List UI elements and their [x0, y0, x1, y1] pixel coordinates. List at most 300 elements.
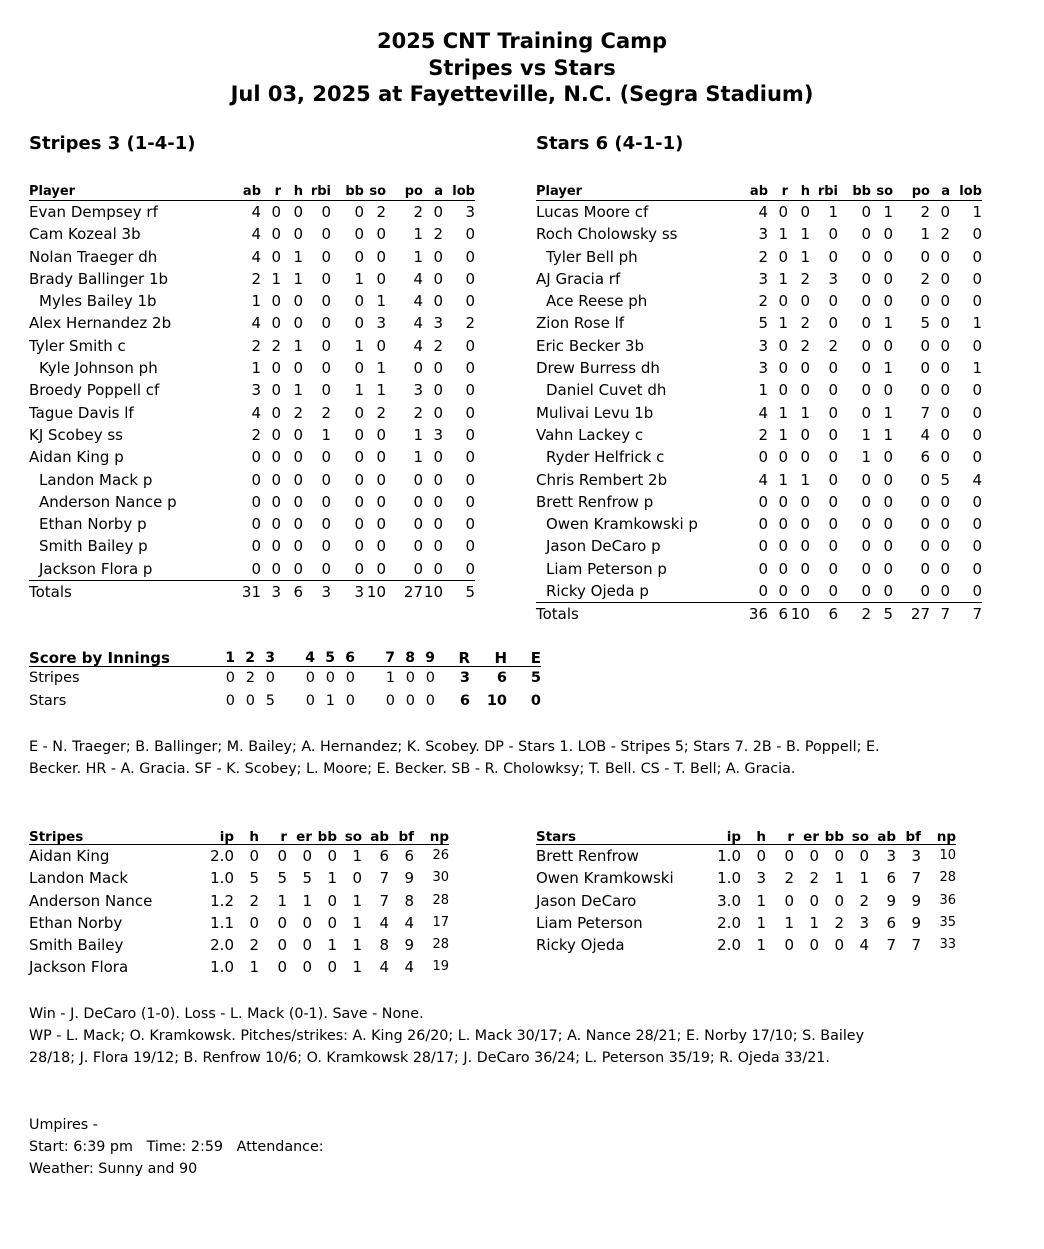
stat-bf: 8 [404, 891, 414, 910]
total-so: 5 [883, 605, 893, 624]
stat-ab: 0 [706, 580, 768, 603]
total-r: 3 [271, 583, 281, 602]
stat-np: 28 [432, 892, 449, 908]
stat-lob: 0 [465, 403, 475, 422]
total-a: 10 [423, 583, 443, 602]
stat-a: 5 [940, 470, 950, 489]
stat-r: 0 [271, 359, 281, 378]
stat-h: 1 [756, 913, 766, 932]
total-h: 6 [293, 583, 303, 602]
stat-h: 0 [800, 537, 810, 556]
stat-po: 1 [413, 225, 423, 244]
stat-np: 26 [432, 848, 449, 863]
column-header-bb: bb [838, 184, 871, 201]
stat-so: 0 [376, 225, 386, 244]
column-header-r: r [259, 830, 287, 845]
stat-so: 0 [376, 492, 386, 511]
inning-header-7: 7 [355, 650, 395, 667]
player-row [536, 201, 982, 224]
player-row [536, 335, 982, 357]
column-header-ip: ip [194, 830, 234, 845]
stat-h: 5 [249, 869, 259, 888]
inning-value: 0 [265, 670, 275, 686]
stat-er: 0 [809, 891, 819, 910]
stat-r: 0 [778, 515, 788, 534]
inning-value: 0 [245, 692, 255, 709]
player-name: AJ Gracia rf [536, 269, 621, 288]
stat-r: 1 [784, 913, 794, 932]
stat-bf: 7 [911, 869, 921, 888]
stat-lob: 0 [972, 515, 982, 534]
stat-h: 2 [800, 269, 810, 288]
stat-h: 1 [756, 891, 766, 910]
matchup-title: Stripes vs Stars [428, 55, 616, 80]
player-name: Ryder Helfrick c [546, 448, 665, 467]
stat-po: 0 [893, 580, 930, 603]
pitcher-name: Owen Kramkowski [536, 869, 674, 888]
inning-header-9: 9 [415, 650, 435, 667]
stat-r: 0 [768, 580, 788, 603]
stat-bb: 0 [861, 292, 871, 311]
stat-po: 2 [920, 269, 930, 288]
stat-rbi: 0 [321, 448, 331, 467]
stat-np: 35 [939, 914, 956, 930]
player-name: Broedy Poppell cf [29, 381, 160, 400]
player-name: Brady Ballinger 1b [29, 269, 169, 288]
stat-h: 0 [293, 448, 303, 467]
player-row [536, 223, 982, 245]
stat-h: 1 [756, 936, 766, 955]
stat-bf: 6 [404, 847, 414, 865]
stat-ab: 3 [758, 336, 768, 355]
stat-bb: 2 [834, 913, 844, 932]
stat-r: 0 [778, 381, 788, 400]
stat-ab: 4 [251, 314, 261, 333]
stat-a: 0 [433, 403, 443, 422]
stat-rbi: 3 [828, 269, 838, 288]
stat-h: 0 [249, 847, 259, 865]
stat-a: 0 [940, 425, 950, 444]
inning-value: 0 [225, 670, 235, 686]
stat-bb: 0 [354, 292, 364, 311]
stat-po: 6 [920, 448, 930, 467]
stat-so: 0 [376, 515, 386, 534]
stat-lob: 0 [972, 292, 982, 311]
player-row [29, 312, 475, 334]
inning-value: 6 [496, 670, 507, 686]
stat-r: 0 [784, 891, 794, 910]
stat-r: 0 [277, 847, 287, 865]
player-name: Smith Bailey p [39, 537, 148, 556]
stat-a: 2 [433, 225, 443, 244]
stat-so: 1 [352, 847, 362, 865]
stat-ip: 1.0 [717, 847, 741, 865]
stat-rbi: 0 [828, 403, 838, 422]
stat-bb: 0 [354, 203, 364, 221]
stat-lob: 0 [465, 225, 475, 244]
stat-po: 4 [920, 425, 930, 444]
stat-a: 0 [940, 292, 950, 311]
player-row [29, 446, 475, 468]
stat-so: 1 [352, 958, 362, 977]
player-row [29, 223, 475, 245]
stat-r: 0 [784, 936, 794, 955]
stat-h: 0 [293, 292, 303, 311]
away-pitching-table [29, 830, 449, 979]
stat-h: 0 [249, 913, 259, 932]
inning-header-8: 8 [395, 650, 415, 667]
stat-bb: 0 [354, 314, 364, 333]
column-header-er: er [287, 830, 312, 845]
stat-bb: 0 [838, 580, 871, 603]
inning-header-h: H [470, 650, 507, 667]
stat-po: 1 [920, 225, 930, 244]
stat-r: 1 [778, 269, 788, 288]
stat-h: 0 [293, 470, 303, 489]
stat-rbi: 0 [828, 448, 838, 467]
stat-bb: 0 [834, 936, 844, 955]
pitcher-name: Brett Renfrow [536, 847, 639, 865]
stat-ab: 9 [886, 891, 896, 910]
stat-ab: 5 [758, 314, 768, 333]
stat-so: 1 [376, 381, 386, 400]
player-row [29, 469, 475, 491]
stat-r: 0 [778, 559, 788, 578]
stat-lob: 0 [465, 470, 475, 489]
away-team-title: Stripes 3 (1-4-1) [29, 133, 196, 154]
stat-ab: 3 [886, 847, 896, 865]
total-po: 27 [910, 605, 930, 624]
stat-po: 0 [413, 470, 423, 489]
stat-ip: 1.0 [210, 958, 234, 977]
player-row [29, 535, 475, 557]
stat-ab: 7 [379, 891, 389, 910]
stat-rbi: 0 [321, 381, 331, 400]
column-header-so: so [871, 184, 893, 201]
stat-h: 2 [800, 336, 810, 355]
stat-bb: 0 [354, 470, 364, 489]
inning-header-1: 1 [209, 650, 235, 667]
stat-po: 3 [413, 381, 423, 400]
stat-ab: 3 [251, 381, 261, 400]
pitcher-name: Liam Peterson [536, 913, 643, 932]
stat-lob: 0 [465, 269, 475, 288]
stat-bb: 0 [861, 247, 871, 266]
stat-so: 1 [883, 403, 893, 422]
stat-r: 0 [784, 847, 794, 865]
stat-h: 1 [800, 403, 810, 422]
stat-so: 1 [376, 359, 386, 378]
stat-bb: 0 [861, 515, 871, 534]
stat-h: 0 [293, 203, 303, 221]
stat-a: 0 [940, 492, 950, 511]
stat-bb: 0 [354, 225, 364, 244]
stat-h: 0 [293, 515, 303, 534]
stat-rbi: 0 [828, 314, 838, 333]
stat-ab: 4 [758, 203, 768, 221]
player-name: Kyle Johnson ph [39, 359, 158, 378]
stat-rbi: 0 [321, 269, 331, 288]
stat-ab: 6 [379, 847, 389, 865]
stat-lob: 0 [972, 336, 982, 355]
stat-ab: 0 [758, 448, 768, 467]
player-row [29, 357, 475, 379]
stat-so: 1 [352, 891, 362, 910]
stat-lob: 0 [972, 269, 982, 288]
stat-ab: 4 [251, 247, 261, 266]
stat-h: 1 [293, 247, 303, 266]
stat-h: 1 [249, 958, 259, 977]
stat-a: 0 [433, 292, 443, 311]
stat-er: 0 [302, 936, 312, 955]
column-header-lob: lob [950, 184, 982, 201]
stat-r: 0 [778, 537, 788, 556]
stat-so: 1 [352, 936, 362, 955]
stat-a: 0 [433, 247, 443, 266]
player-name: Vahn Lackey c [536, 425, 644, 444]
stat-ab: 4 [251, 403, 261, 422]
stat-bb: 0 [834, 847, 844, 865]
pitching-team-header: Stars [536, 830, 701, 845]
inning-header-3: 3 [255, 650, 275, 667]
player-name: Cam Kozeal 3b [29, 225, 141, 244]
weather: Weather: Sunny and 90 [29, 1161, 198, 1177]
stat-a: 3 [433, 425, 443, 444]
total-rbi: 6 [828, 605, 838, 624]
player-name: Brett Renfrow p [536, 492, 654, 511]
stat-bf: 3 [911, 847, 921, 865]
stat-h: 1 [800, 247, 810, 266]
pitcher-row [29, 934, 449, 956]
column-header-np: np [921, 830, 956, 845]
stat-po: 4 [413, 292, 423, 311]
stat-ab: 2 [251, 336, 261, 355]
away-batting-table [29, 184, 475, 603]
stat-ip: 1.0 [717, 869, 741, 888]
innings-team: Stars [29, 692, 67, 709]
stat-so: 0 [883, 537, 893, 556]
column-header-ab: ab [869, 830, 896, 845]
stat-h: 1 [293, 336, 303, 355]
player-row [536, 290, 982, 312]
stat-a: 0 [940, 247, 950, 266]
totals-label: Totals [29, 583, 72, 602]
stat-ip: 1.2 [210, 891, 234, 910]
stat-er: 5 [302, 869, 312, 888]
stat-r: 0 [778, 247, 788, 266]
inning-value: 0 [345, 692, 355, 709]
stat-so: 1 [883, 359, 893, 378]
inning-value: 0 [345, 670, 355, 686]
stat-r: 0 [778, 448, 788, 467]
pitcher-name: Jackson Flora [29, 958, 129, 977]
stat-r: 0 [271, 225, 281, 244]
stat-bf: 9 [911, 891, 921, 910]
column-header-rbi: rbi [810, 184, 838, 201]
stat-lob: 1 [972, 314, 982, 333]
stat-h: 1 [293, 381, 303, 400]
stat-po: 4 [413, 314, 423, 333]
stat-lob: 0 [465, 425, 475, 444]
stat-a: 0 [940, 359, 950, 378]
stat-rbi: 0 [321, 314, 331, 333]
stat-ab: 6 [886, 913, 896, 932]
stat-lob: 0 [972, 448, 982, 467]
stat-h: 0 [800, 381, 810, 400]
stat-a: 0 [930, 580, 950, 603]
stat-a: 0 [940, 515, 950, 534]
stat-po: 2 [413, 403, 423, 422]
stat-r: 0 [277, 936, 287, 955]
stat-bb: 1 [327, 936, 337, 955]
stat-ab: 2 [758, 425, 768, 444]
date-venue: Jul 03, 2025 at Fayetteville, N.C. (Segra Stadium) [230, 82, 814, 106]
column-header-ab: ab [706, 184, 768, 201]
column-header-lob: lob [443, 184, 475, 201]
column-header-so: so [364, 184, 386, 201]
stat-lob: 0 [465, 381, 475, 400]
stat-so: 1 [883, 203, 893, 221]
stat-rbi: 0 [321, 515, 331, 534]
stat-ab: 4 [379, 958, 389, 977]
stat-po: 0 [920, 359, 930, 378]
stat-ab: 3 [758, 269, 768, 288]
inning-value: 0 [305, 692, 315, 709]
stat-lob: 1 [972, 359, 982, 378]
stat-h: 0 [800, 425, 810, 444]
stat-so: 0 [376, 269, 386, 288]
stat-lob: 0 [465, 537, 475, 556]
pitcher-row [536, 890, 956, 912]
total-so: 10 [366, 583, 386, 602]
stat-bb: 0 [331, 558, 364, 581]
column-header-bb: bb [331, 184, 364, 201]
stat-lob: 0 [972, 225, 982, 244]
column-header-so: so [844, 830, 869, 845]
stat-bf: 7 [911, 936, 921, 955]
player-name: Anderson Nance p [39, 492, 177, 511]
stat-ab: 0 [758, 515, 768, 534]
column-header-r: r [261, 184, 281, 201]
column-header-ip: ip [701, 830, 741, 845]
stat-po: 1 [413, 425, 423, 444]
player-name: Tyler Smith c [29, 336, 126, 355]
player-row [536, 558, 982, 580]
pitch-counts: WP - L. Mack; O. Kramkowsk. Pitches/strikes: A. King 26/20; L. Mack 30/17; A. Nance 28/21; E. Norby 17/10; S. Bailey 28/18; J. Flora 19/12; B. Renfrow 10/6; O. Kramkowsk 28/17; J. DeCaro 36/24; L. Peterson 35/19; R. Ojeda 33/21. [29, 1028, 865, 1067]
player-name: Ethan Norby p [39, 515, 147, 534]
stat-r: 0 [778, 203, 788, 221]
stat-bb: 0 [354, 537, 364, 556]
stat-rbi: 0 [828, 492, 838, 511]
stat-ip: 1.0 [210, 869, 234, 888]
pitcher-row [29, 890, 449, 912]
player-row [536, 379, 982, 401]
stat-so: 0 [376, 425, 386, 444]
totals-row [29, 581, 475, 604]
player-row [536, 580, 982, 603]
stat-er: 1 [809, 913, 819, 932]
column-header-ab: ab [362, 830, 389, 845]
player-row [536, 268, 982, 290]
stat-h: 0 [293, 225, 303, 244]
stat-r: 1 [778, 403, 788, 422]
total-ab: 31 [241, 583, 261, 602]
stat-ab: 4 [758, 470, 768, 489]
stat-lob: 4 [972, 470, 982, 489]
player-row [29, 290, 475, 312]
inning-header-4: 4 [275, 650, 315, 667]
event-title: 2025 CNT Training Camp [376, 29, 668, 53]
stat-so: 0 [376, 247, 386, 266]
column-header-bf: bf [389, 830, 414, 845]
stat-r: 2 [271, 336, 281, 355]
pitching-team-header: Stripes [29, 830, 194, 845]
stat-r: 0 [271, 314, 281, 333]
stat-h: 2 [293, 403, 303, 422]
stat-po: 0 [413, 515, 423, 534]
stat-po: 0 [920, 292, 930, 311]
pitcher-row [536, 934, 956, 956]
stat-po: 4 [413, 336, 423, 355]
player-row [536, 424, 982, 446]
inning-header-e: E [507, 650, 541, 667]
stat-r: 0 [271, 448, 281, 467]
stat-r: 1 [271, 269, 281, 288]
stat-ab: 1 [251, 292, 261, 311]
stat-bf: 4 [404, 913, 414, 932]
player-name: Mulivai Levu 1b [536, 403, 654, 422]
player-name: Ricky Ojeda p [536, 580, 706, 603]
stat-a: 0 [433, 359, 443, 378]
stat-rbi: 0 [303, 558, 331, 581]
stat-ab: 1 [758, 381, 768, 400]
stat-ab: 4 [251, 225, 261, 244]
start-time-attendance: Start: 6:39 pm Time: 2:59 Attendance: [29, 1139, 324, 1155]
stat-er: 2 [809, 869, 819, 888]
stat-so: 0 [883, 492, 893, 511]
stat-bb: 1 [354, 381, 364, 400]
stat-np: 10 [939, 848, 956, 863]
stat-rbi: 2 [321, 403, 331, 422]
stat-rbi: 0 [321, 225, 331, 244]
stat-a: 0 [940, 203, 950, 221]
stat-so: 0 [376, 336, 386, 355]
stat-np: 17 [432, 914, 449, 930]
column-header-h: h [281, 184, 303, 201]
inning-value: 0 [405, 670, 415, 686]
stat-r: 0 [271, 425, 281, 444]
stat-po: 0 [920, 381, 930, 400]
stat-h: 0 [800, 292, 810, 311]
player-row [29, 268, 475, 290]
stat-a: 0 [433, 381, 443, 400]
stat-ab: 1 [251, 359, 261, 378]
stat-bb: 0 [861, 403, 871, 422]
total-bb: 3 [354, 583, 364, 602]
stat-er: 0 [302, 958, 312, 977]
stat-ip: 2.0 [210, 847, 234, 865]
stat-lob: 3 [465, 203, 475, 221]
player-name: Jackson Flora p [29, 558, 199, 581]
stat-rbi: 0 [321, 470, 331, 489]
stat-a: 0 [433, 470, 443, 489]
stat-lob: 0 [972, 492, 982, 511]
inning-header-2: 2 [235, 650, 255, 667]
stat-er: 0 [809, 936, 819, 955]
total-a: 7 [940, 605, 950, 624]
pitcher-name: Ethan Norby [29, 913, 123, 932]
pitcher-row [536, 912, 956, 934]
